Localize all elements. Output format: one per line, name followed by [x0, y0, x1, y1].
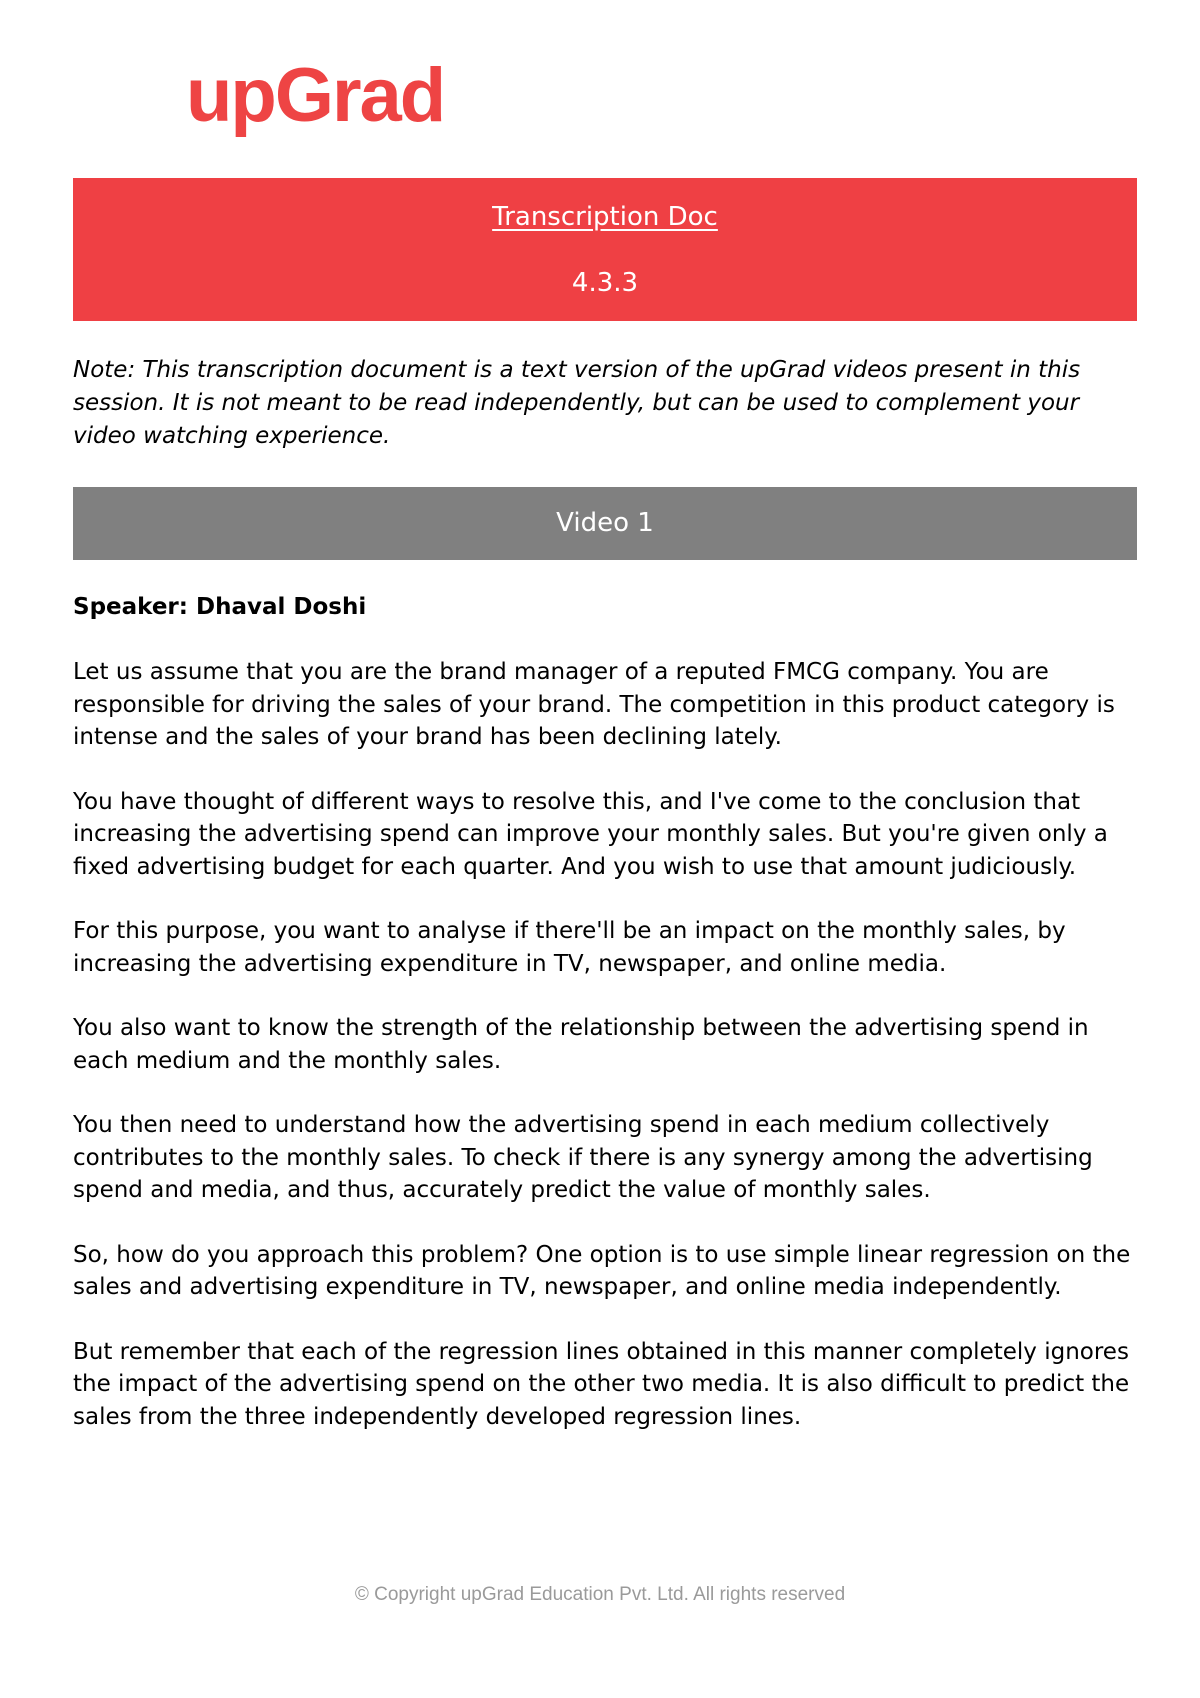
note-text: Note: This transcription document is a text version of the upGrad videos present in this session. It is not meant to be read independently, but can be used to complement your video watching experience.	[73, 357, 1081, 449]
transcript-body	[73, 656, 1143, 1465]
doc-number: 4.3.3	[571, 268, 639, 298]
paragraph: You also want to know the strength of the relationship between the advertising spend in each medium and the monthly sales.	[73, 1015, 1089, 1074]
copyright-footer: © Copyright upGrad Education Pvt. Ltd. All rights reserved	[354, 1584, 846, 1605]
video-banner: Video 1	[73, 487, 1137, 560]
upgrad-logo: upGrad	[186, 53, 445, 138]
paragraph: You then need to understand how the advertising spend in each medium collectively contributes to the monthly sales. To check if there is any synergy among the advertising spend and media, and thus, accurately predict the value of monthly sales.	[73, 1112, 1093, 1203]
title-banner	[73, 178, 1137, 321]
paragraph: So, how do you approach this problem? One option is to use simple linear regression on the sales and advertising expenditure in TV, newspaper, and online media independently.	[73, 1241, 1131, 1300]
paragraph: Let us assume that you are the brand manager of a reputed FMCG company. You are responsible for driving the sales of your brand. The competition in this product category is intense and the sales of your brand has been declining lately.	[73, 659, 1115, 750]
doc-title: Transcription Doc	[492, 202, 718, 232]
paragraph: You have thought of different ways to resolve this, and I've come to the conclusion that increasing the advertising spend can improve your monthly sales. But you're given only a fixed advertising budget for each quarter. And you wish to use that amount judiciously.	[73, 788, 1108, 880]
paragraph: For this purpose, you want to analyse if there'll be an impact on the monthly sales, by increasing the advertising expenditure in TV, newspaper, and online media.	[73, 918, 1066, 977]
paragraph: But remember that each of the regression lines obtained in this manner completely ignores the impact of the advertising spend on the other two media. It is also difficult to predict the sales from the three independently developed regression lines.	[73, 1338, 1130, 1430]
speaker-label: Speaker: Dhaval Doshi	[73, 594, 367, 620]
